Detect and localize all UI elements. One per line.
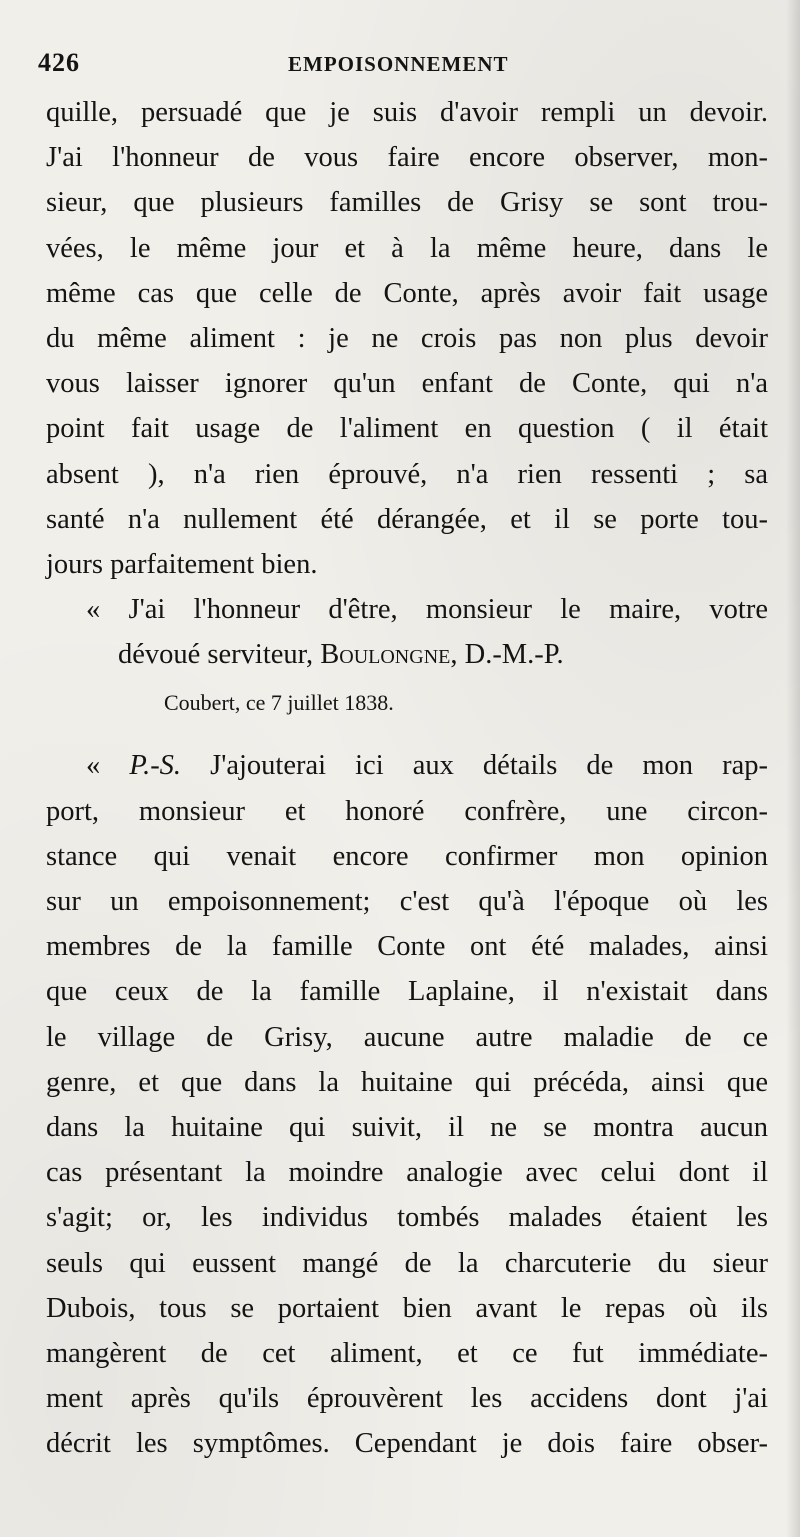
text-line: vées, le même jour et à la même heure, dans le (46, 232, 768, 264)
text-line: le village de Grisy, aucune autre maladie de ce (46, 1021, 768, 1053)
text-line: absent ), n'a rien éprouvé, n'a rien ressenti ; sa (46, 458, 768, 490)
signature-name: Boulongne (320, 639, 451, 671)
page-edge-shadow (786, 0, 800, 1537)
text-line: que ceux de la famille Laplaine, il n'existait dans (46, 976, 768, 1008)
text-line: J'ai l'honneur de vous faire encore observer, mon- (46, 142, 768, 174)
postscript-label: P.-S. (129, 750, 182, 782)
section-spacer (46, 729, 768, 743)
text-line: stance qui venait encore confirmer mon opinion (46, 840, 768, 872)
text-line: genre, et que dans la huitaine qui précéda, ainsi que (46, 1066, 768, 1098)
signature-line (46, 632, 768, 677)
text-line: jours parfaitement bien. (46, 548, 318, 580)
closing-line: « J'ai l'honneur d'être, monsieur le maire, votre (86, 594, 768, 626)
text-line: quille, persuadé que je suis d'avoir rempli un devoir. (46, 97, 768, 128)
text-line: point fait usage de l'aliment en question ( il était (46, 413, 768, 445)
text-line: membres de la famille Conte ont été malades, ainsi (46, 931, 768, 963)
text-line: vous laisser ignorer qu'un enfant de Conte, qui n'a (46, 368, 768, 400)
page-header (38, 48, 768, 88)
dateline: Coubert, ce 7 juillet 1838. (164, 690, 394, 716)
text-line: dans la huitaine qui suivit, il ne se montra aucun (46, 1111, 768, 1143)
text-line: du même aliment : je ne crois pas non plus devoir (46, 322, 768, 354)
text-line: port, monsieur et honoré confrère, une circon- (46, 795, 768, 827)
signature-prefix: dévoué serviteur, (118, 639, 321, 671)
running-head: EMPOISONNEMENT (288, 52, 509, 76)
text-line: même cas que celle de Conte, après avoir fait usage (46, 277, 768, 309)
letter-paragraph (46, 90, 768, 587)
text-line: sieur, que plusieurs familles de Grisy se sont trou- (46, 187, 768, 219)
text-line: mangèrent de cet aliment, et ce fut immédiate- (46, 1337, 768, 1369)
text-line: santé n'a nullement été dérangée, et il se porte tou- (46, 503, 768, 535)
page-number: 426 (38, 48, 80, 77)
text-line: Dubois, tous se portaient bien avant le repas où ils (46, 1292, 768, 1324)
body-text (46, 90, 768, 1466)
postscript-first-line-text: J'ajouterai ici aux détails de mon rap- (181, 750, 768, 782)
text-line: cas présentant la moindre analogie avec celui dont il (46, 1157, 768, 1189)
postscript-paragraph (46, 789, 768, 1467)
text-line: s'agit; or, les individus tombés malades étaient les (46, 1202, 768, 1234)
text-line: ment après qu'ils éprouvèrent les accidens dont j'ai (46, 1383, 768, 1415)
signature-suffix: , D.-M.-P. (450, 639, 564, 671)
text-line: décrit les symptômes. Cependant je dois faire obser- (46, 1428, 768, 1460)
postscript-open-quote: « (86, 750, 130, 782)
postscript-first-line (46, 743, 768, 788)
text-line: sur un empoisonnement; c'est qu'à l'époque où les (46, 886, 768, 917)
text-line: seuls qui eussent mangé de la charcuterie du sieur (46, 1247, 768, 1279)
